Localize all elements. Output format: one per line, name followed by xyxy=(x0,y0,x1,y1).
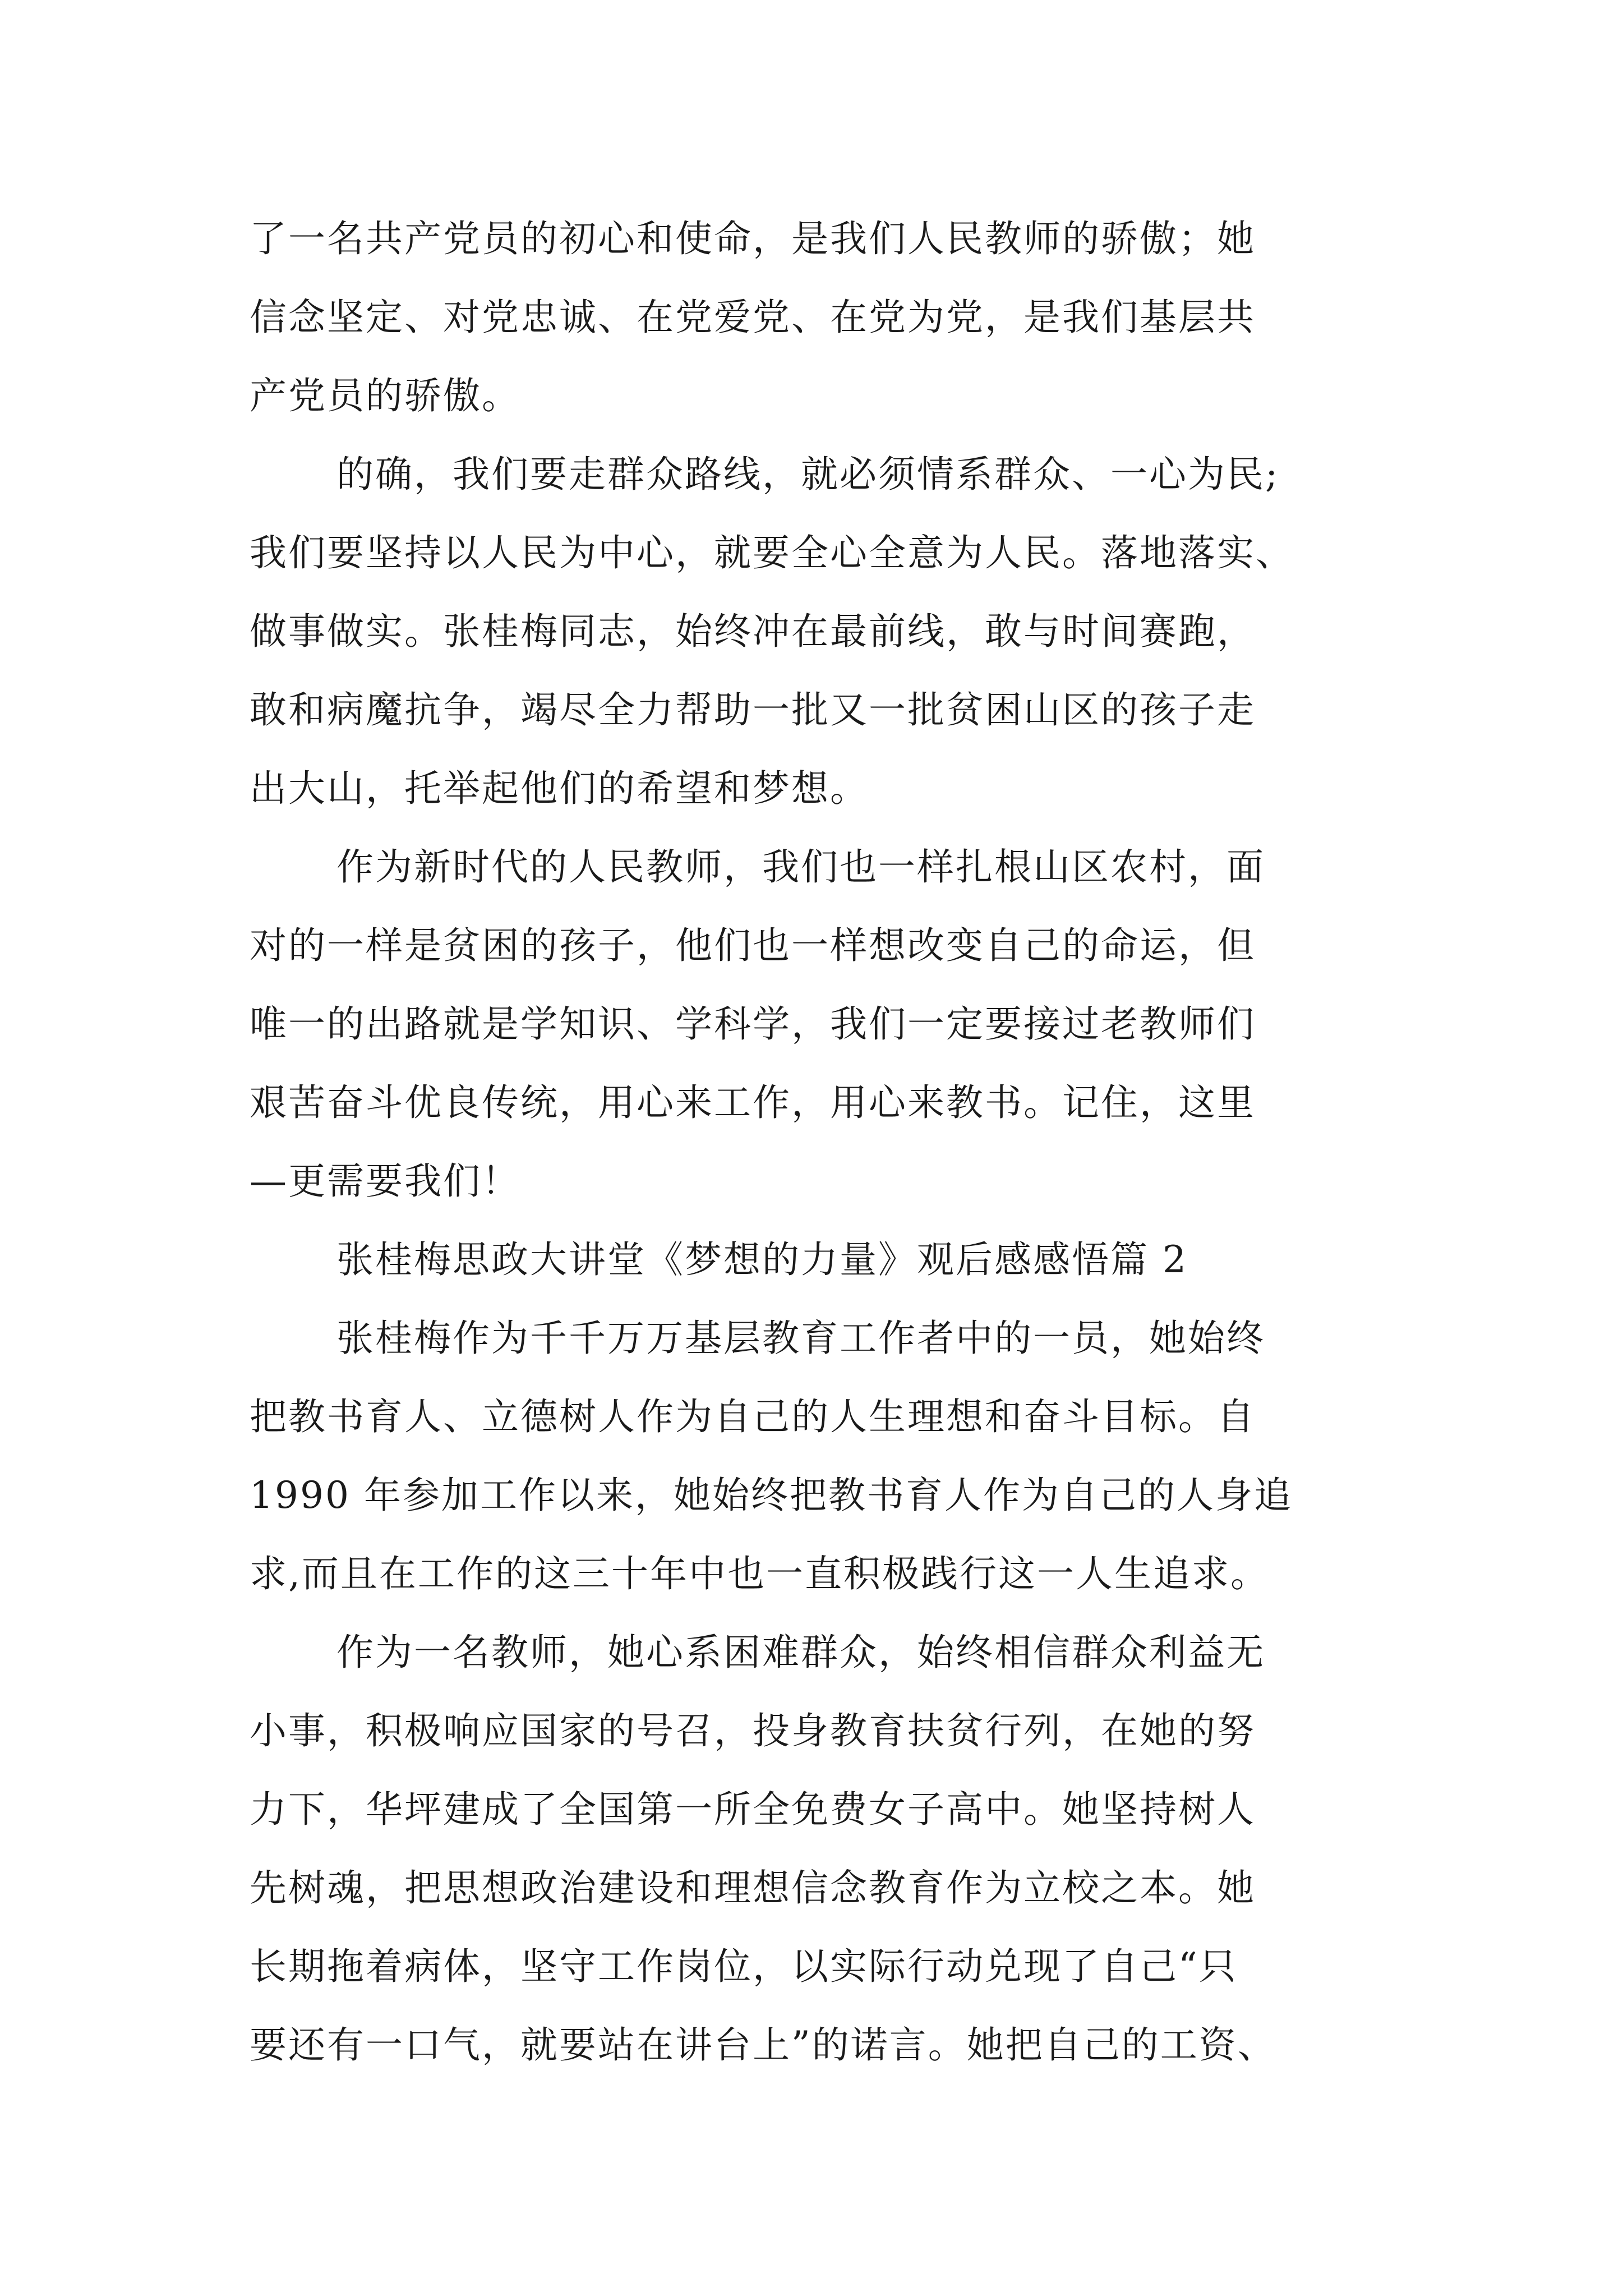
text-line: 把教书育人、立德树人作为自己的人生理想和奋斗目标。自 xyxy=(250,1395,1256,1438)
text-line: 对的一样是贫困的孩子，他们也一样想改变自己的命运，但 xyxy=(250,924,1256,967)
paragraph-first-line: 作为新时代的人民教师，我们也一样扎根山区农村，面 xyxy=(336,845,1265,889)
text-line: 敢和病魔抗争，竭尽全力帮助一批又一批贫困山区的孩子走 xyxy=(250,688,1256,731)
text-line: 长期拖着病体，坚守工作岗位，以实际行动兑现了自己“只 xyxy=(250,1945,1238,1988)
text-line: 唯一的出路就是学知识、学科学，我们一定要接过老教师们 xyxy=(250,1002,1256,1046)
text-line: 信念坚定、对党忠诚、在党爱党、在党为党，是我们基层共 xyxy=(250,296,1256,339)
text-line: 先树魂，把思想政治建设和理想信念教育作为立校之本。她 xyxy=(250,1866,1256,1910)
paragraph-first-line: 的确，我们要走群众路线，就必须情系群众、一心为民; xyxy=(336,453,1280,496)
paragraph-first-line: 作为一名教师，她心系困难群众，始终相信群众利益无 xyxy=(336,1631,1265,1674)
text-line: 小事，积极响应国家的号召，投身教育扶贫行列，在她的努 xyxy=(250,1709,1256,1752)
text-line: 艰苦奋斗优良传统，用心来工作，用心来教书。记住，这里 xyxy=(250,1081,1256,1124)
section-heading: 张桂梅思政大讲堂《梦想的力量》观后感感悟篇 2 xyxy=(336,1238,1188,1281)
text-line: 1990 年参加工作以来，她始终把教书育人作为自己的人身追 xyxy=(250,1474,1293,1517)
text-line: 做事做实。张桂梅同志，始终冲在最前线，敢与时间赛跑， xyxy=(250,610,1256,653)
text-line: —更需要我们！ xyxy=(250,1159,520,1203)
text-line: 产党员的骄傲。 xyxy=(250,374,520,417)
text-line: 出大山，托举起他们的希望和梦想。 xyxy=(250,767,869,810)
text-line: 了一名共产党员的初心和使命，是我们人民教师的骄傲；她 xyxy=(250,217,1256,260)
paragraph-first-line: 张桂梅作为千千万万基层教育工作者中的一员，她始终 xyxy=(336,1317,1265,1360)
text-line: 求,而且在工作的这三十年中也一直积极践行这一人生追求。 xyxy=(250,1552,1269,1595)
text-line: 要还有一口气，就要站在讲台上”的诺言。她把自己的工资、 xyxy=(250,2023,1276,2067)
text-line: 力下，华坪建成了全国第一所全免费女子高中。她坚持树人 xyxy=(250,1788,1256,1831)
text-line: 我们要坚持以人民为中心，就要全心全意为人民。落地落实、 xyxy=(250,531,1294,574)
